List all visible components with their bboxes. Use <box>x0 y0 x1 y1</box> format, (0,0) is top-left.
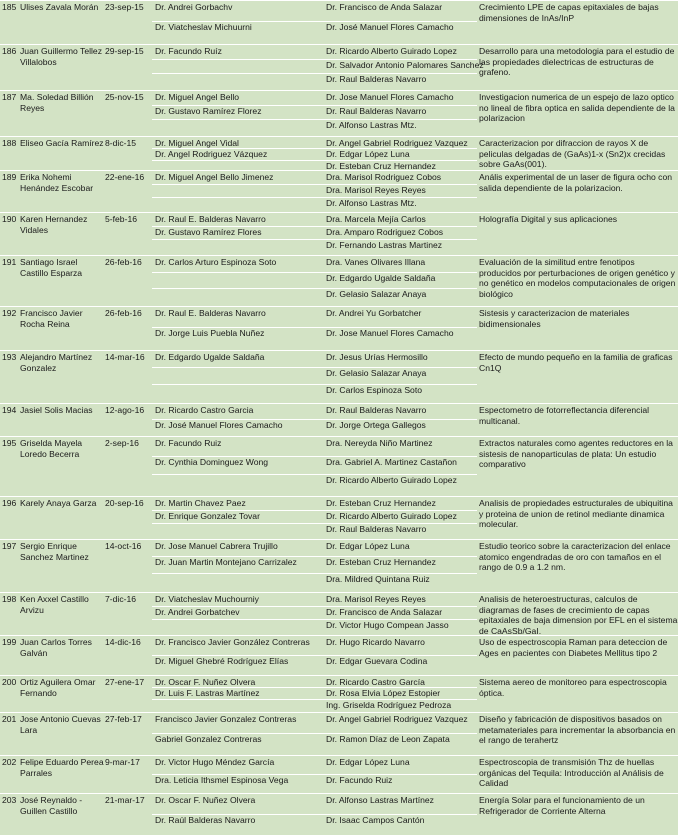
thesis-title: Anális experimental de un laser de figura ocho con salida dependiente de la polarizacion. <box>479 172 672 193</box>
committee-list <box>326 138 468 172</box>
advisors-list <box>155 138 267 172</box>
committee-member: Dr. Jose Manuel Flores Camacho <box>326 328 454 339</box>
advisors-list <box>155 46 222 89</box>
committee-member: Dr. Raul Balderas Navarro <box>326 524 427 535</box>
table-row <box>0 539 678 592</box>
row-divider <box>152 419 477 420</box>
committee-list <box>326 438 457 494</box>
row-divider <box>152 523 477 524</box>
thesis-title: Analisis de heteroestructuras, calculos de diagramas de fases de crecimiento de capas epitaxiales de baja dimension por EFL en el sistema de CaAsSb/GaI. <box>479 594 678 636</box>
advisor-name <box>155 120 262 134</box>
advisor-name: Dra. Leticia Ithsmel Espinosa Vega <box>155 774 289 785</box>
table-row <box>0 212 678 255</box>
committee-member: Dr. Edgar Guevara Codina <box>326 655 428 666</box>
committee-member: Dr. Hugo Ricardo Navarro <box>326 637 425 647</box>
student-name: Jasiel Solis Macias <box>20 405 93 415</box>
committee-list <box>326 172 441 211</box>
row-divider <box>152 160 477 161</box>
committee-member: Dr. Raul Balderas Navarro <box>326 405 427 415</box>
row-divider <box>152 367 477 368</box>
advisor-name <box>155 475 268 494</box>
row-divider <box>152 573 477 574</box>
committee-member: Dr. Edgar López Luna <box>326 757 410 767</box>
thesis-title: Uso de espectroscopia Raman para deteccion de Ages en pacientes con Diabetes Mellitus tipo 2 <box>479 637 668 658</box>
committee-member: Dr. Angel Gabriel Rodriguez Vazquez <box>326 138 468 148</box>
exam-date: 14-oct-16 <box>105 541 142 551</box>
thesis-title: Energía Solar para el funcionamiento de un Refrigerador de Corriente Alterna <box>479 795 645 816</box>
advisor-name <box>155 620 259 633</box>
thesis-title: Investigacion numerica de un espejo de lazo optico no lineal de fibra optica en salida dependiente de la polarizacion <box>479 92 675 124</box>
committee-member: Dr. Rosa Elvia López Estopier <box>326 688 441 699</box>
exam-date: 25-nov-15 <box>105 92 144 102</box>
student-name: Ma. Soledad Billión Reyes <box>20 92 94 113</box>
student-name: Francisco Javier Rocha Reina <box>20 308 83 329</box>
student-name: Felipe Eduardo Perea Parrales <box>20 757 104 778</box>
student-name: Erika Nohemi Henández Escobar <box>20 172 94 193</box>
thesis-title: Sistema aereo de monitoreo para espectroscopia óptica. <box>479 677 667 698</box>
advisors-list <box>155 498 260 538</box>
row-divider <box>152 184 477 185</box>
student-name: Alejandro Martínez Gonzalez <box>20 352 93 373</box>
advisor-name: Dr. Raul E. Balderas Navarro <box>155 214 266 224</box>
committee-list <box>326 498 457 538</box>
advisor-name: Dr. Miguel Ghebré Rodríguez Elías <box>155 655 289 666</box>
advisor-name: Dr. Viatcheslav Muchourniy <box>155 594 259 604</box>
row-divider <box>152 510 477 511</box>
row-divider <box>152 288 477 289</box>
advisor-name <box>155 368 264 384</box>
committee-member: Dr. Raul Balderas Navarro <box>326 106 427 117</box>
thesis-title: Efecto de mundo pequeño en la familia de graficas Cn1Q <box>479 352 673 373</box>
advisor-name: Dr. Edgardo Ugalde Saldaña <box>155 352 265 362</box>
committee-list <box>326 308 454 349</box>
advisor-name: Dr. Victor Hugo Méndez García <box>155 757 275 767</box>
advisors-list <box>155 541 297 590</box>
row-divider <box>152 774 477 775</box>
table-row <box>0 675 678 712</box>
advisors-list <box>155 172 273 211</box>
advisor-name: Francisco Javier Gonzalez Contreras <box>155 714 297 724</box>
advisor-name: Dr. Raul E. Balderas Navarro <box>155 308 266 318</box>
student-name: Ortiz Aguilera Omar Fernando <box>20 677 96 698</box>
committee-member: Dr. Angel Gabriel Rodriguez Vazquez <box>326 714 468 724</box>
advisor-name: Dr. Carlos Arturo Espinoza Soto <box>155 257 277 267</box>
thesis-title: Espectroscopia de transmisión Thz de huellas orgánicas del Tequila: Introducción al Análisis de Calidad <box>479 757 664 789</box>
committee-member: Dr. Alfonso Lastras Mtz. <box>326 197 417 208</box>
student-name: Juan Carlos Torres Galván <box>20 637 92 658</box>
table-row <box>0 592 678 635</box>
exam-date: 27-ene-17 <box>105 677 145 687</box>
record-number: 195 <box>2 438 17 448</box>
record-number: 189 <box>2 172 17 182</box>
thesis-title: Caracterizacion por difraccion de rayos X de peliculas delgadas de (GaAs)1-x (Sn2)x crecidas sobre GaAs(001). <box>479 138 666 170</box>
advisor-name: Dr. Andrei Gorbachv <box>155 2 233 12</box>
student-name: Santiago Israel Castillo Esparza <box>20 257 83 278</box>
advisor-name: Gabriel Gonzalez Contreras <box>155 734 262 744</box>
advisors-list <box>155 714 296 754</box>
thesis-title: Evaluación de la similitud entre fenotipos producidos por perturbaciones de origen genético y no genético en modelos computacionales de origen biológico <box>479 257 676 299</box>
table-row <box>0 496 678 539</box>
student-name: Sergio Enrique Sanchez Martinez <box>20 541 89 562</box>
committee-list <box>326 214 443 254</box>
advisor-name: Dr. Miguel Angel Vidal <box>155 138 239 148</box>
record-number: 196 <box>2 498 17 508</box>
row-divider <box>152 814 477 815</box>
committee-list <box>326 2 454 43</box>
committee-list <box>326 352 428 401</box>
table-row <box>0 255 678 306</box>
advisors-list <box>155 257 276 304</box>
table-row <box>0 712 678 755</box>
committee-member: Dr. Raul Balderas Navarro <box>326 74 427 85</box>
committee-member: Ing. Griselda Rodríguez Pedroza <box>326 699 452 710</box>
student-name: Ulises Zavala Morán <box>20 2 99 12</box>
row-divider <box>152 119 477 120</box>
committee-member: Dr. Ricardo Alberto Guirado Lopez <box>326 46 457 56</box>
exam-date: 9-mar-17 <box>105 757 140 767</box>
advisor-name: Dr. Raúl Balderas Navarro <box>155 814 256 825</box>
exam-date: 5-feb-16 <box>105 214 138 224</box>
committee-member: Dr. Isaac Campos Cantón <box>326 814 425 825</box>
committee-member: Dra. Mildred Quintana Ruiz <box>326 573 430 584</box>
committee-member: Dr. Gelasio Salazar Anaya <box>326 288 427 299</box>
advisor-name: Dr. Juan Martin Montejano Carrizalez <box>155 557 297 568</box>
student-name: Karen Hernandez Vidales <box>20 214 88 235</box>
committee-member: Dr. Francisco de Anda Salazar <box>326 2 443 12</box>
committee-member: Dra. Nereyda Niño Martinez <box>326 438 433 448</box>
table-row <box>0 635 678 675</box>
record-number: 187 <box>2 92 17 102</box>
record-number: 188 <box>2 138 17 148</box>
row-divider <box>152 556 477 557</box>
thesis-title: Extractos naturales como agentes reductores en la sistesis de nanoparticulas de plata: Un estudio comparativo <box>479 438 673 470</box>
record-number: 192 <box>2 308 17 318</box>
exam-date: 20-sep-16 <box>105 498 144 508</box>
thesis-title: Crecimiento LPE de capas epitaxiales de bajas dimensiones de InAs/InP <box>479 2 659 23</box>
committee-member: Dr. Victor Hugo Compean Jasso <box>326 620 449 631</box>
advisor-name: Dr. Facundo Ruíz <box>155 46 222 56</box>
advisor-name <box>155 385 264 401</box>
advisors-list <box>155 438 268 494</box>
committee-member: Dr. José Manuel Flores Camacho <box>326 22 454 33</box>
exam-date: 8-dic-15 <box>105 138 137 148</box>
advisors-list <box>155 594 259 634</box>
advisor-name: Dr. Gustavo Ramírez Flores <box>155 227 262 238</box>
row-divider <box>152 73 477 74</box>
record-number: 202 <box>2 757 17 767</box>
table-row <box>0 90 678 136</box>
committee-member: Dra. Marisol Reyes Reyes <box>326 594 426 604</box>
advisor-name: Dr. Jose Manuel Cabrera Trujillo <box>155 541 278 551</box>
exam-date: 21-mar-17 <box>105 795 145 805</box>
committee-member: Dr. Gelasio Salazar Anaya <box>326 368 427 379</box>
advisor-name: Dr. Ricardo Castro Garcia <box>155 405 254 415</box>
thesis-title: Sistesis y caracterizacion de materiales bidimensionales <box>479 308 630 329</box>
committee-member: Dr. Fernando Lastras Martinez <box>326 240 443 251</box>
committee-list <box>326 714 468 754</box>
exam-date: 23-sep-15 <box>105 2 144 12</box>
committee-member: Dr. Jorge Ortega Gallegos <box>326 420 426 431</box>
advisors-list <box>155 92 262 135</box>
thesis-title: Espectometro de fotorreflectancia diferencial multicanal. <box>479 405 650 426</box>
advisor-name <box>155 289 276 305</box>
exam-date: 22-ene-16 <box>105 172 145 182</box>
committee-member: Dr. Edgar López Luna <box>326 149 410 160</box>
table-row <box>0 403 678 436</box>
table-row <box>0 170 678 212</box>
advisor-name <box>155 273 276 289</box>
exam-date: 12-ago-16 <box>105 405 145 415</box>
advisor-name: Dr. Enrique Gonzalez Tovar <box>155 511 260 522</box>
advisor-name <box>155 198 273 211</box>
advisor-name: Dr. Cynthia Dominguez Wong <box>155 456 269 467</box>
committee-member: Dr. Edgar López Luna <box>326 541 410 551</box>
record-number: 197 <box>2 541 17 551</box>
committee-member: Dr. Edgardo Ugalde Saldaña <box>326 272 436 283</box>
advisor-name <box>155 574 297 590</box>
committee-member: Dr. Ricardo Alberto Guirado Lopez <box>326 511 457 522</box>
advisor-name: Dr. Martin Chavez Paez <box>155 498 246 508</box>
exam-date: 26-feb-16 <box>105 308 142 318</box>
row-divider <box>152 619 477 620</box>
committee-member: Dra. Marisol Reyes Reyes <box>326 184 426 195</box>
table-row <box>0 44 678 90</box>
thesis-title: Analisis de propiedades estructurales de ubiquitina y proteina de union de retinol mediante dinamica molecular. <box>479 498 673 530</box>
advisors-list <box>155 308 266 349</box>
thesis-title: Estudio teorico sobre la caracterizacion del enlace atomico engendradas de oro con tamaños en el rango de 0.9 a 1.2 nm. <box>479 541 671 573</box>
advisor-name: Dr. Angel Rodriguez Vázquez <box>155 149 268 160</box>
row-divider <box>152 699 477 700</box>
exam-date: 14-mar-16 <box>105 352 145 362</box>
row-divider <box>152 687 477 688</box>
advisor-name <box>155 240 266 253</box>
exam-date: 2-sep-16 <box>105 438 139 448</box>
student-name: Griselda Mayela Loredo Becerra <box>20 438 83 459</box>
advisors-list <box>155 214 266 254</box>
record-number: 201 <box>2 714 17 724</box>
advisor-name: Dr. José Manuel Flores Camacho <box>155 420 283 431</box>
row-divider <box>152 239 477 240</box>
committee-member: Dr. Jesus Urías Hermosillo <box>326 352 428 362</box>
committee-member: Dra. Gabriel A. Martinez Castañon <box>326 456 457 467</box>
student-name: Ken Axxel Castillo Arvizu <box>20 594 89 615</box>
table-row <box>0 793 678 835</box>
record-number: 191 <box>2 257 17 267</box>
record-number: 193 <box>2 352 17 362</box>
row-divider <box>152 59 477 60</box>
row-divider <box>152 733 477 734</box>
record-number: 190 <box>2 214 17 224</box>
advisor-name: Dr. Gustavo Ramírez Florez <box>155 106 262 117</box>
exam-date: 26-feb-16 <box>105 257 142 267</box>
committee-member: Dr. Ricardo Alberto Guirado Lopez <box>326 475 457 486</box>
thesis-title: Holografía Digital y sus aplicaciones <box>479 214 618 224</box>
advisor-name: Dr. Oscar F. Nuñez Olvera <box>155 795 256 805</box>
table-row <box>0 350 678 403</box>
advisors-list <box>155 2 252 43</box>
exam-date: 14-dic-16 <box>105 637 141 647</box>
record-number: 199 <box>2 637 17 647</box>
committee-member: Dr. Ramon Díaz de Leon Zapata <box>326 734 450 744</box>
committee-list <box>326 405 426 435</box>
committee-member: Dr. Esteban Cruz Hernandez <box>326 160 436 171</box>
committee-member: Dr. Alfonso Lastras Mtz. <box>326 120 417 131</box>
committee-member: Dr. Jose Manuel Flores Camacho <box>326 92 454 102</box>
advisors-list <box>155 352 264 401</box>
committee-list <box>326 46 484 89</box>
advisor-name: Dr. Francisco Javier González Contreras <box>155 637 310 647</box>
row-divider <box>152 384 477 385</box>
advisor-name: Dr. Jorge Luis Puebla Nuñez <box>155 328 265 339</box>
advisor-name <box>155 700 260 711</box>
row-divider <box>152 21 477 22</box>
committee-member: Dr. Salvador Antonio Palomares Sanchez <box>326 60 484 71</box>
record-number: 200 <box>2 677 17 687</box>
committee-member: Dr. Andrei Yu Gorbatcher <box>326 308 422 318</box>
record-number: 198 <box>2 594 17 604</box>
student-name: Eliseo Gacía Ramírez <box>20 138 104 148</box>
table-row <box>0 306 678 350</box>
record-number: 186 <box>2 46 17 56</box>
student-name: Karely Anaya Garza <box>20 498 97 508</box>
row-divider <box>152 105 477 106</box>
record-number: 203 <box>2 795 17 805</box>
committee-member: Dra. Marisol Rodriguez Cobos <box>326 172 442 182</box>
advisors-list <box>155 677 260 711</box>
committee-member: Dr. Esteban Cruz Hernandez <box>326 557 436 568</box>
thesis-title: Desarrollo para una metodologia para el estudio de las propiedades dielectricas de estructuras de grafeno. <box>479 46 675 78</box>
row-divider <box>152 272 477 273</box>
student-name: Juan Guillermo Tellez Villalobos <box>20 46 102 67</box>
row-divider <box>152 655 477 656</box>
committee-list <box>326 677 451 711</box>
row-divider <box>152 456 477 457</box>
thesis-title: Diseño y fabricación de dispositivos basados on metamateriales para incrementar la absorbancia en el rango de terahertz <box>479 714 676 746</box>
row-divider <box>152 606 477 607</box>
committee-list <box>326 257 435 304</box>
advisor-name <box>155 524 260 537</box>
advisor-name: Dr. Facundo Ruiz <box>155 438 222 448</box>
committee-member: Dra. Amparo Rodriguez Cobos <box>326 227 444 238</box>
table-row <box>0 136 678 170</box>
table-row <box>0 436 678 496</box>
record-number: 185 <box>2 2 17 12</box>
table-row <box>0 755 678 793</box>
committee-member: Dra. Vanes Olivares Illana <box>326 257 426 267</box>
record-number: 194 <box>2 405 17 415</box>
row-divider <box>152 197 477 198</box>
advisors-list <box>155 405 283 435</box>
row-divider <box>152 474 477 475</box>
committee-member: Dr. Carlos Espinoza Soto <box>326 384 423 395</box>
committee-list <box>326 541 436 590</box>
advisor-name: Dr. Viatcheslav Michuurni <box>155 22 252 33</box>
advisor-name <box>155 185 273 198</box>
advisor-name: Dr. Miguel Angel Bello <box>155 92 240 102</box>
advisor-name: Dr. Andrei Gorbatchev <box>155 607 240 618</box>
student-name: José Reynaldo - Guillen Castillo <box>20 795 83 816</box>
table-row <box>0 0 678 44</box>
committee-member: Dr. Francisco de Anda Salazar <box>326 607 443 618</box>
advisor-name <box>155 74 222 88</box>
row-divider <box>152 148 477 149</box>
student-name: Jose Antonio Cuevas Lara <box>20 714 101 735</box>
advisor-name: Dr. Oscar F. Nuñez Olvera <box>155 677 256 687</box>
advisor-name: Dr. Miguel Angel Bello Jimenez <box>155 172 274 182</box>
committee-member: Dr. Alfonso Lastras Martínez <box>326 795 434 805</box>
exam-date: 27-feb-17 <box>105 714 142 724</box>
advisor-name: Dr. Luis F. Lastras Martínez <box>155 688 260 699</box>
row-divider <box>152 226 477 227</box>
exam-date: 29-sep-15 <box>105 46 144 56</box>
committee-member: Dr. Esteban Cruz Hernandez <box>326 498 436 508</box>
row-divider <box>152 327 477 328</box>
committee-list <box>326 594 449 634</box>
exam-date: 7-dic-16 <box>105 594 137 604</box>
committee-member: Dra. Marcela Mejía Carlos <box>326 214 426 224</box>
committee-member: Dr. Facundo Ruiz <box>326 774 393 785</box>
committee-member: Dr. Ricardo Castro García <box>326 677 425 687</box>
committee-list <box>326 92 454 135</box>
